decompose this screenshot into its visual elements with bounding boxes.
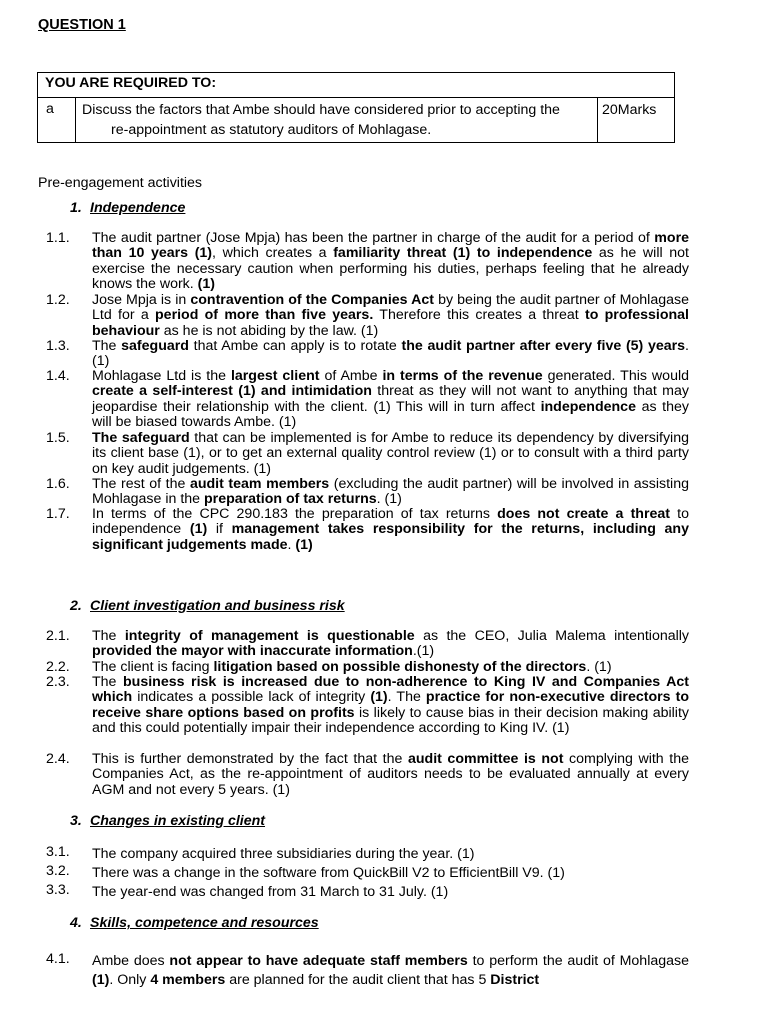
item-text [92, 231, 689, 293]
text-run: Jose Mpja is in [92, 292, 191, 308]
item-number: 3.2. [46, 863, 70, 879]
list-item [46, 507, 689, 553]
item-number: 2.2. [46, 659, 70, 675]
bold-text: create a self-interest (1) and intimidation [92, 383, 372, 400]
section-heading-independence [70, 200, 185, 216]
text-run: if [207, 521, 232, 538]
text-run: . Only [109, 971, 151, 988]
text-run: generated. This would [542, 368, 690, 384]
requirement-description [76, 98, 598, 143]
bold-text: contravention of the Companies Act [190, 292, 434, 308]
bold-text: safeguard [121, 338, 189, 354]
bold-text: litigation based on possible dishonesty of the directors [213, 659, 587, 675]
section-heading-client-investigation [70, 598, 345, 614]
item-text [92, 845, 689, 864]
text-run: .(1) [412, 643, 435, 660]
text-run: . The [387, 689, 426, 706]
text-run: to perform the audit of Mohlagase [467, 953, 689, 969]
requirement-row [38, 98, 675, 143]
page-heading: QUESTION 1 [38, 17, 126, 33]
bold-text: practice for non-executive directors to receive share options based on profits [92, 689, 689, 721]
item-text [92, 629, 689, 660]
bold-text: in terms of the revenue [382, 368, 543, 384]
text-run: as he will not exercise the necessary caution when performing his duties, perhaps feeling that he already knows the work. [92, 245, 689, 293]
text-run: The [92, 338, 122, 354]
text-run: . (1) [92, 338, 689, 370]
bold-text: business risk is increased due to non-adherence to King IV and Companies Act which [92, 674, 690, 706]
list-item [46, 952, 689, 989]
text-run: , which creates a [212, 245, 334, 262]
item-number: 1.5. [46, 430, 70, 446]
item-number: 3.1. [46, 844, 70, 860]
item-text [92, 339, 689, 370]
item-number: 1.2. [46, 292, 70, 308]
bold-text: audit committee is not [407, 751, 564, 767]
text-run: as they will be biased towards Ambe. (1) [92, 398, 690, 431]
text-run: Ambe does [92, 953, 170, 969]
bold-text: period of more than five years. [155, 307, 374, 324]
section-title: Changes in existing client [90, 813, 266, 829]
text-run: threat as they will not want to anything that may jeopardise their relationship with the client. (1) This will in turn affect [92, 383, 689, 415]
list-item [46, 477, 689, 508]
text-run: The year-end was changed from 31 March to 31 July. (1) [92, 884, 449, 900]
list-item [46, 431, 689, 477]
item-text [92, 369, 689, 431]
section-title: Client investigation and business risk [90, 598, 345, 614]
bold-text: The safeguard [92, 430, 190, 446]
bold-text: the audit partner after every five (5) years [401, 338, 686, 354]
item-text [92, 431, 689, 477]
section-number: 3. [70, 813, 82, 829]
list-item [46, 864, 689, 883]
bold-text: more than 10 years (1) [92, 230, 689, 262]
item-text [92, 952, 689, 989]
item-text [92, 293, 689, 339]
item-number: 1.3. [46, 338, 70, 354]
bold-text: (1) [370, 689, 388, 706]
text-run: that can be implemented is for Ambe to reduce its dependency by diversifying its client base (1), or to get an external quality control review (1) or to consult with a third party on key audit judgements. (1) [92, 430, 689, 477]
text-run: of Ambe [319, 368, 383, 384]
item-number: 1.1. [46, 230, 70, 246]
text-run: Mohlagase Ltd is the [92, 368, 231, 384]
item-text [92, 507, 689, 553]
bold-text: independence [540, 398, 636, 415]
requirement-line-2: re-appointment as statutory auditors of Mohlagase. [111, 122, 432, 138]
section-heading-skills [70, 915, 319, 931]
bold-text: integrity of management is questionable [124, 628, 415, 644]
intro-text: Pre-engagement activities [38, 175, 203, 191]
bold-text: familiarity threat (1) to independence [333, 245, 593, 262]
text-run: is likely to cause bias in their decision making ability and this could potentially impair their independence according to King IV. (1) [92, 704, 689, 737]
bold-text: (1) [92, 971, 110, 988]
text-run: The company acquired three subsidiaries during the year. (1) [92, 846, 475, 862]
item-text [92, 883, 689, 902]
list-item [46, 675, 689, 737]
text-run: to independence [92, 506, 689, 538]
item-number: 3.3. [46, 882, 70, 898]
bold-text: does not create a threat [497, 506, 670, 522]
item-number: 1.4. [46, 368, 70, 384]
list-item [46, 752, 689, 798]
bold-text: preparation of tax returns [204, 491, 377, 508]
bold-text: to professional behaviour [92, 307, 689, 339]
bold-text: not appear to have adequate staff members [169, 953, 468, 969]
requirement-marks: 20Marks [598, 98, 675, 143]
text-run: are planned for the audit client that has 5 [225, 971, 491, 988]
list-item [46, 231, 689, 293]
text-run: . (1) [586, 659, 612, 675]
item-number: 2.1. [46, 628, 70, 644]
list-item [46, 629, 689, 660]
text-run: The rest of the [92, 476, 190, 492]
bold-text: District [490, 971, 540, 988]
section-heading-changes [70, 813, 265, 829]
section-title: Skills, competence and resources [90, 915, 319, 931]
text-run: indicates a possible lack of integrity [132, 689, 371, 706]
item-text [92, 864, 689, 883]
section-number: 1. [70, 200, 82, 216]
section-title: Independence [90, 200, 186, 216]
text-run: The client is facing [92, 659, 214, 675]
requirement-letter: a [38, 98, 76, 143]
bold-text: (1) [295, 536, 313, 553]
bold-text: (1) [197, 276, 216, 293]
bold-text: management takes responsibility for the returns, including any significant judgements made [92, 521, 689, 553]
bold-text: 4 members [150, 971, 226, 988]
list-item [46, 883, 689, 902]
item-text [92, 477, 689, 508]
section-number: 2. [70, 598, 82, 614]
item-number: 1.6. [46, 476, 70, 492]
text-run: that Ambe can apply is to rotate [188, 338, 402, 354]
text-run: by being the audit partner of Mohlagase Ltd for a [92, 292, 689, 324]
text-run: (excluding the audit partner) will be involved in assisting Mohlagase in the [92, 476, 689, 508]
requirement-line-1: Discuss the factors that Ambe should have considered prior to accepting the [82, 102, 560, 118]
list-item [46, 369, 689, 431]
text-run: as he is not abiding by the law. (1) [159, 322, 379, 339]
text-run: as the CEO, Julia Malema intentionally [414, 628, 690, 644]
text-run: There was a change in the software from QuickBill V2 to EfficientBill V9. (1) [92, 865, 565, 881]
text-run: The [92, 628, 125, 644]
text-run: The audit partner (Jose Mpja) has been the partner in charge of the audit for a period of [92, 230, 655, 246]
section-number: 4. [70, 915, 82, 931]
bold-text: largest client [230, 368, 320, 384]
text-run: complying with the Companies Act, as the re-appointment of auditors needs to be evaluated annually at every AGM and not every 5 years. (1) [92, 751, 689, 798]
bold-text: (1) [189, 521, 208, 538]
item-number: 4.1. [46, 951, 70, 967]
text-run: The [92, 674, 123, 690]
text-run: . (1) [376, 491, 402, 508]
item-text [92, 675, 689, 737]
list-item [46, 339, 689, 370]
item-number: 1.7. [46, 506, 70, 522]
text-run: In terms of the CPC 290.183 the preparation of tax returns [92, 506, 498, 522]
list-item [46, 845, 689, 864]
text-run: . [287, 536, 296, 553]
list-item [46, 293, 689, 339]
bold-text: audit team members [189, 476, 330, 492]
bold-text: provided the mayor with inaccurate information [92, 643, 413, 660]
text-run: This is further demonstrated by the fact that the [92, 751, 408, 767]
requirements-table [37, 72, 675, 143]
text-run: Therefore this creates a threat [373, 307, 585, 324]
item-text [92, 752, 689, 798]
item-number: 2.3. [46, 674, 70, 690]
item-number: 2.4. [46, 751, 70, 767]
requirements-header: YOU ARE REQUIRED TO: [38, 73, 675, 98]
